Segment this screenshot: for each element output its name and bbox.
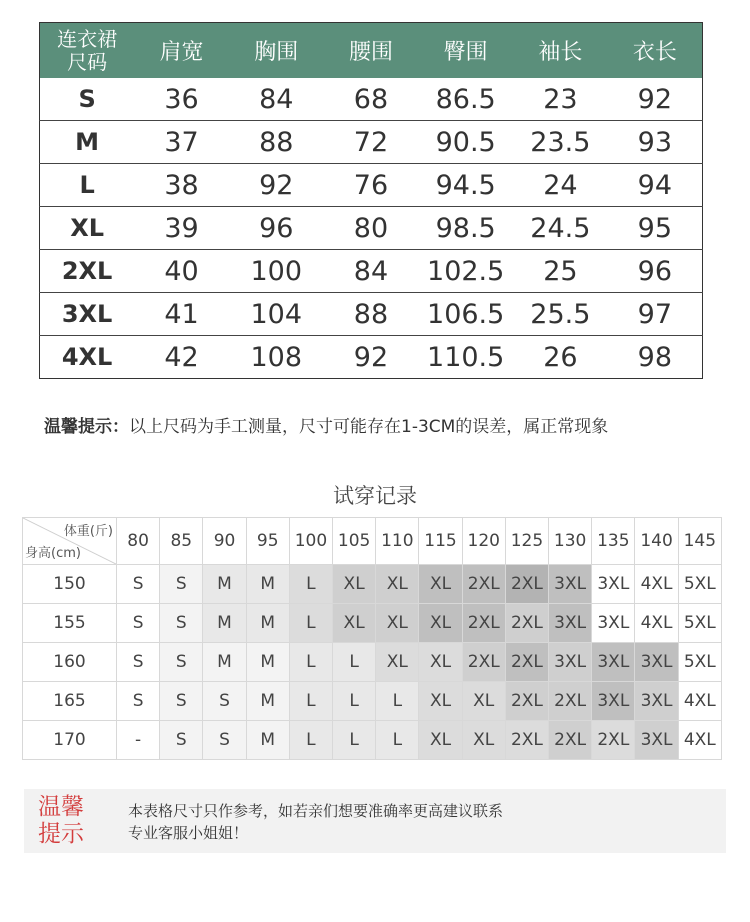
recommended-size-cell: 5XL — [678, 643, 721, 682]
recommended-size-cell: XL — [462, 721, 505, 760]
recommended-size-cell: S — [203, 721, 246, 760]
note-line2: 专业客服小姐姐！ — [128, 824, 249, 842]
height-cell: 170 — [23, 721, 117, 760]
recommended-size-cell: S — [160, 721, 203, 760]
weight-header-cell: 85 — [160, 518, 203, 565]
size-label-cell: 4XL — [61, 343, 113, 371]
size-header-line2: 尺码 — [67, 49, 108, 74]
weight-header-cell: 100 — [289, 518, 332, 565]
weight-header-cell: 145 — [678, 518, 721, 565]
recommended-size-cell: 2XL — [462, 604, 505, 643]
recommended-size-cell: 3XL — [592, 643, 635, 682]
record-corner-cell — [23, 518, 117, 565]
recommended-size-cell: 2XL — [505, 682, 548, 721]
recommended-size-cell: XL — [333, 565, 376, 604]
recommended-size-cell: L — [289, 643, 332, 682]
recommended-size-cell: 2XL — [592, 721, 635, 760]
recommended-size-cell: 4XL — [678, 721, 721, 760]
size-value-cell: 92 — [608, 78, 703, 121]
size-value-cell: 104 — [229, 293, 324, 336]
weight-header-cell: 95 — [246, 518, 289, 565]
size-value-cell: 80 — [324, 207, 419, 250]
recommended-size-cell: 3XL — [592, 682, 635, 721]
recommended-size-cell: 2XL — [462, 643, 505, 682]
size-value-cell: 94.5 — [418, 164, 513, 207]
recommended-size-cell: L — [289, 565, 332, 604]
tip-text: 以上尺码为手工测量，尺寸可能存在1-3CM的误差，属正常现象 — [129, 417, 609, 437]
recommended-size-cell: 4XL — [635, 565, 678, 604]
recommended-size-cell: 3XL — [635, 682, 678, 721]
size-header-cell: 腰围 — [324, 23, 419, 79]
recommended-size-cell: XL — [419, 604, 462, 643]
height-cell: 165 — [23, 682, 117, 721]
recommended-size-cell: 2XL — [505, 721, 548, 760]
recommended-size-cell: - — [117, 721, 160, 760]
recommended-size-cell: M — [246, 643, 289, 682]
size-value-cell: 38 — [134, 164, 229, 207]
recommended-size-cell: M — [203, 643, 246, 682]
size-value-cell: 24.5 — [513, 207, 608, 250]
size-header-cell: 胸围 — [229, 23, 324, 79]
weight-header-cell: 80 — [117, 518, 160, 565]
recommended-size-cell: XL — [419, 565, 462, 604]
record-table — [22, 517, 722, 760]
weight-header-cell: 120 — [462, 518, 505, 565]
size-value-cell: 37 — [134, 121, 229, 164]
size-header-cell: 衣长 — [608, 23, 703, 79]
record-row — [23, 682, 722, 721]
recommended-size-cell: S — [160, 565, 203, 604]
weight-header-cell: 105 — [333, 518, 376, 565]
weight-header-cell: 90 — [203, 518, 246, 565]
recommended-size-cell: 2XL — [549, 721, 592, 760]
size-value-cell: 39 — [134, 207, 229, 250]
recommended-size-cell: L — [289, 604, 332, 643]
recommended-size-cell: 3XL — [549, 604, 592, 643]
size-value-cell: 25 — [513, 250, 608, 293]
recommended-size-cell: S — [117, 604, 160, 643]
record-row — [23, 604, 722, 643]
recommended-size-cell: XL — [419, 721, 462, 760]
size-value-cell: 23.5 — [513, 121, 608, 164]
size-label-cell: L — [40, 164, 135, 207]
size-value-cell: 93 — [608, 121, 703, 164]
size-row — [40, 336, 703, 379]
size-label-cell: S — [40, 78, 135, 121]
record-row — [23, 643, 722, 682]
height-cell: 155 — [23, 604, 117, 643]
size-value-cell: 36 — [134, 78, 229, 121]
size-value-cell: 98 — [637, 341, 673, 373]
recommended-size-cell: S — [203, 682, 246, 721]
size-value-cell: 100 — [229, 250, 324, 293]
size-row — [40, 207, 703, 250]
size-value-cell: 94 — [608, 164, 703, 207]
recommended-size-cell: XL — [419, 643, 462, 682]
record-row — [23, 565, 722, 604]
note-tag-line1: 温馨 — [38, 794, 84, 820]
size-value-cell: 108 — [250, 341, 303, 373]
size-value-cell: 84 — [324, 250, 419, 293]
size-value-cell: 88 — [229, 121, 324, 164]
tip-label: 温馨提示： — [44, 417, 129, 437]
recommended-size-cell: S — [117, 643, 160, 682]
height-cell: 150 — [23, 565, 117, 604]
recommended-size-cell: XL — [462, 682, 505, 721]
size-value-cell: 72 — [324, 121, 419, 164]
size-value-cell: 26 — [543, 341, 578, 373]
recommended-size-cell: L — [289, 682, 332, 721]
size-table — [39, 22, 703, 379]
recommended-size-cell: 2XL — [505, 643, 548, 682]
size-header-cell: 臀围 — [418, 23, 513, 79]
recommended-size-cell: XL — [419, 682, 462, 721]
size-value-cell: 84 — [229, 78, 324, 121]
recommended-size-cell: 4XL — [635, 604, 678, 643]
recommended-size-cell: L — [376, 721, 419, 760]
recommended-size-cell: 3XL — [549, 565, 592, 604]
size-value-cell: 110.5 — [427, 341, 505, 373]
size-table-header — [40, 23, 703, 79]
recommended-size-cell: 3XL — [549, 643, 592, 682]
recommended-size-cell: 5XL — [678, 604, 721, 643]
note-tag-line2: 提示 — [38, 821, 84, 847]
recommended-size-cell: L — [333, 721, 376, 760]
size-value-cell: 106.5 — [418, 293, 513, 336]
size-value-cell: 92 — [229, 164, 324, 207]
recommended-size-cell: XL — [376, 565, 419, 604]
measurement-tip — [44, 412, 608, 437]
height-cell: 160 — [23, 643, 117, 682]
size-value-cell: 88 — [324, 293, 419, 336]
size-value-cell: 24 — [513, 164, 608, 207]
size-value-cell: 97 — [608, 293, 703, 336]
recommended-size-cell: 3XL — [592, 565, 635, 604]
size-row — [40, 164, 703, 207]
recommended-size-cell: M — [203, 604, 246, 643]
corner-weight-label: 体重(斤) — [63, 524, 113, 539]
size-value-cell: 23 — [513, 78, 608, 121]
size-value-cell: 42 — [164, 341, 199, 373]
size-row — [40, 78, 703, 121]
recommended-size-cell: 4XL — [678, 682, 721, 721]
recommended-size-cell: L — [333, 682, 376, 721]
size-value-cell: 76 — [324, 164, 419, 207]
size-label-cell: 3XL — [40, 293, 135, 336]
recommended-size-cell: 2XL — [549, 682, 592, 721]
size-value-cell: 41 — [134, 293, 229, 336]
recommended-size-cell: S — [160, 643, 203, 682]
size-value-cell: 95 — [608, 207, 703, 250]
size-value-cell: 40 — [134, 250, 229, 293]
note-line1: 本表格尺寸只作参考，如若亲们想要准确率更高建议联系 — [128, 802, 504, 820]
recommended-size-cell: 5XL — [678, 565, 721, 604]
size-value-cell: 92 — [353, 341, 389, 373]
recommended-size-cell: M — [246, 565, 289, 604]
size-header-cell — [40, 23, 135, 79]
size-label-cell: M — [40, 121, 135, 164]
recommended-size-cell: 2XL — [462, 565, 505, 604]
weight-header-cell: 125 — [505, 518, 548, 565]
weight-header-cell: 135 — [592, 518, 635, 565]
weight-header-cell: 110 — [376, 518, 419, 565]
record-row — [23, 721, 722, 760]
recommended-size-cell: 2XL — [505, 565, 548, 604]
note-box — [24, 789, 726, 853]
size-label-cell: 2XL — [40, 250, 135, 293]
recommended-size-cell: M — [246, 604, 289, 643]
size-header-line1: 连衣裙 — [57, 26, 118, 51]
recommended-size-cell: L — [333, 643, 376, 682]
recommended-size-cell: 3XL — [592, 604, 635, 643]
recommended-size-cell: L — [376, 682, 419, 721]
recommended-size-cell: M — [203, 565, 246, 604]
size-label-cell: XL — [40, 207, 135, 250]
recommended-size-cell: S — [160, 682, 203, 721]
size-row — [40, 293, 703, 336]
recommended-size-cell: 3XL — [635, 643, 678, 682]
record-header-row — [23, 518, 722, 565]
size-value-cell: 25.5 — [513, 293, 608, 336]
recommended-size-cell: L — [289, 721, 332, 760]
recommended-size-cell: M — [246, 682, 289, 721]
size-row — [40, 250, 703, 293]
recommended-size-cell: XL — [376, 643, 419, 682]
size-row — [40, 121, 703, 164]
size-value-cell: 102.5 — [418, 250, 513, 293]
recommended-size-cell: S — [117, 565, 160, 604]
recommended-size-cell: XL — [333, 604, 376, 643]
recommended-size-cell: M — [246, 721, 289, 760]
recommended-size-cell: 2XL — [505, 604, 548, 643]
corner-height-label: 身高(cm) — [25, 546, 81, 561]
size-value-cell: 86.5 — [418, 78, 513, 121]
size-value-cell: 68 — [324, 78, 419, 121]
weight-header-cell: 130 — [549, 518, 592, 565]
weight-header-cell: 140 — [635, 518, 678, 565]
size-value-cell: 98.5 — [418, 207, 513, 250]
note-text — [128, 800, 503, 844]
size-value-cell: 96 — [608, 250, 703, 293]
record-title: 试穿记录 — [333, 484, 417, 508]
recommended-size-cell: 3XL — [635, 721, 678, 760]
size-header-cell: 袖长 — [513, 23, 608, 79]
size-value-cell: 96 — [229, 207, 324, 250]
size-header-cell: 肩宽 — [134, 23, 229, 79]
weight-header-cell: 115 — [419, 518, 462, 565]
recommended-size-cell: XL — [376, 604, 419, 643]
recommended-size-cell: S — [117, 682, 160, 721]
size-value-cell: 90.5 — [418, 121, 513, 164]
recommended-size-cell: S — [160, 604, 203, 643]
note-tag — [38, 794, 90, 848]
